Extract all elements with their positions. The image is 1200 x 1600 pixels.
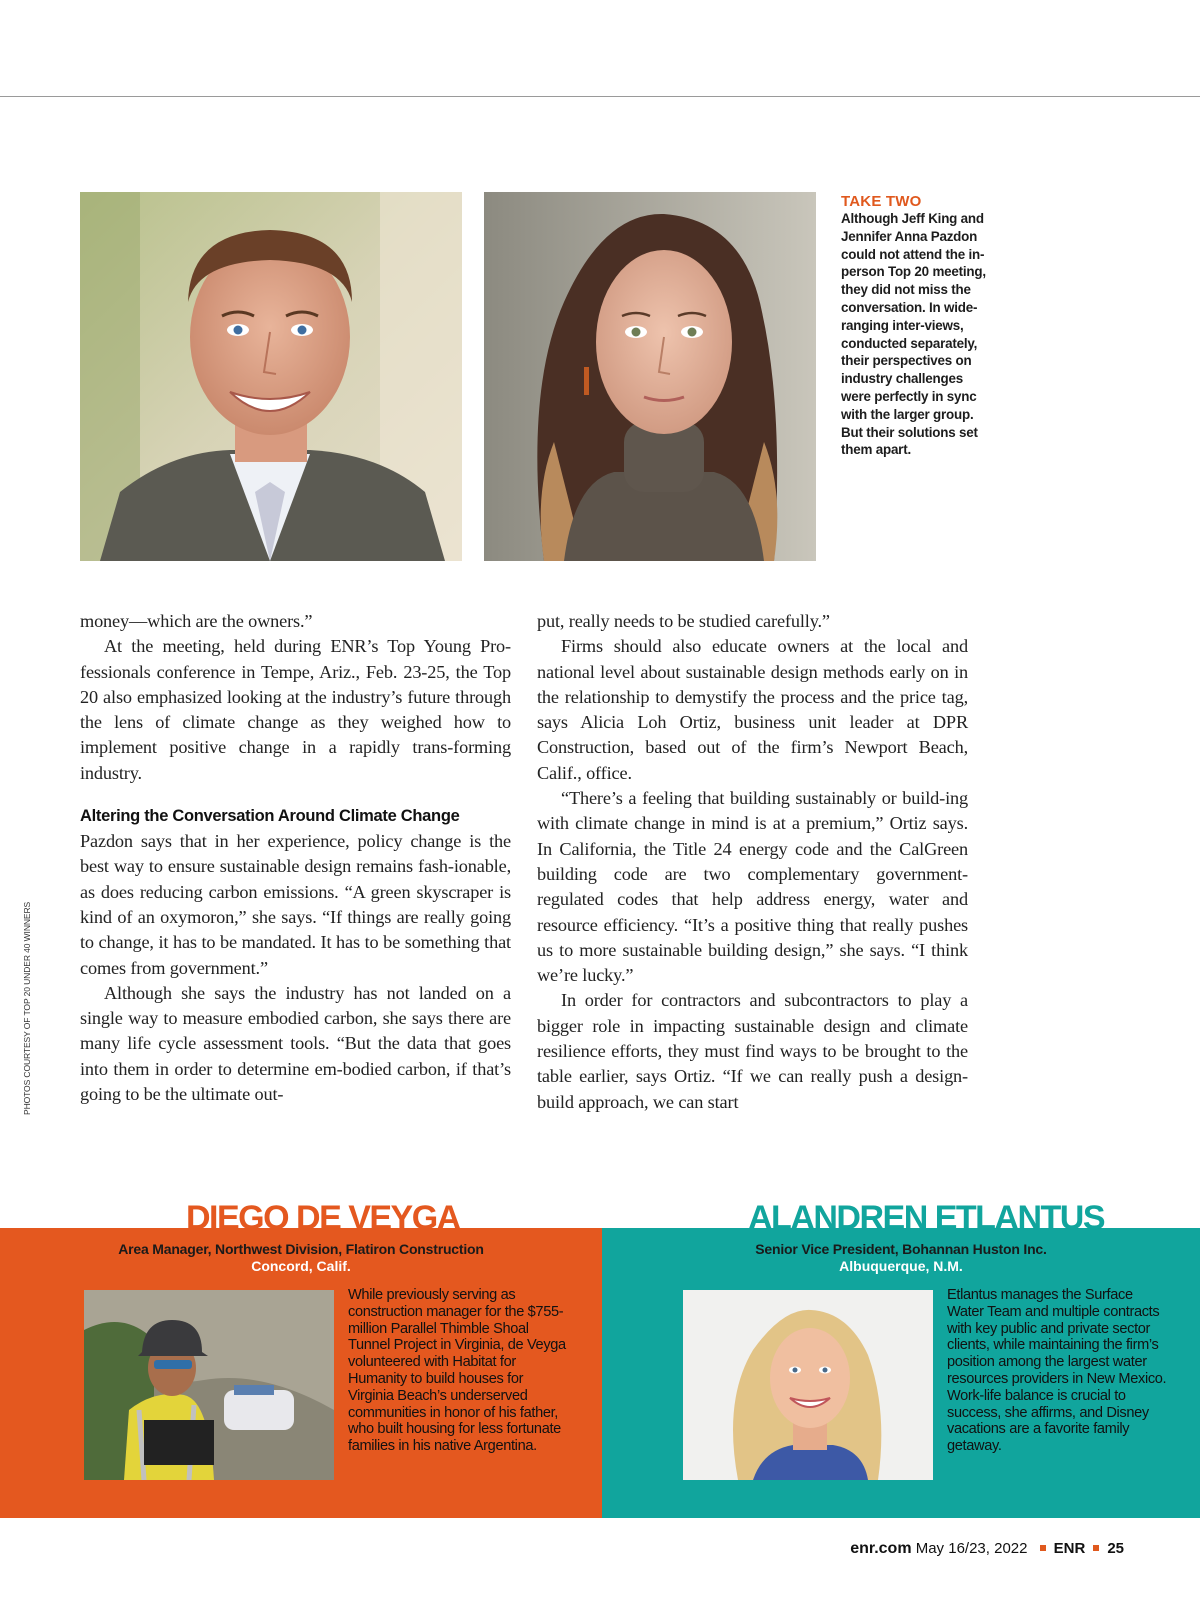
profile-location: Albuquerque, N.M.: [839, 1258, 963, 1274]
profile-name: ALANDREN ETLANTUS: [748, 1199, 1105, 1237]
footer-site: enr.com: [850, 1540, 912, 1557]
profile-name: DIEGO DE VEYGA: [186, 1199, 460, 1237]
photo-alandren-etlantus: [683, 1290, 933, 1480]
profile-bio: While previously serving as construction manager for the $755-million Parallel Thimble Shoal Tunnel Project in Virginia, de Veyga volunteered with Habitat for Humanity to build houses for Virginia Beach’s underserved communities in honor of his father, who built housing for less fortunate families in his native Argentina.: [348, 1287, 566, 1455]
separator-square-icon: [1040, 1545, 1046, 1551]
page-footer: [850, 1540, 1124, 1558]
paragraph: Pazdon says that in her experience, policy change is the best way to ensure sustainable design remains fash-ionable, as does reducing carbon emissions. “A green skyscraper is kind of an oxymoron,” she says. “If things are really going to change, it has to be mandated. It has to be something that comes from government.”: [80, 831, 511, 978]
section-heading: Altering the Conversation Around Climate Change: [80, 807, 460, 826]
paragraph: In order for contractors and subcontractors to play a bigger role in impacting sustainable design and climate resilience efforts, they must find ways to be brought to the table earlier, says Ortiz. “If we can really push a design-build approach, we can start: [537, 990, 968, 1112]
paragraph: At the meeting, held during ENR’s Top Young Pro-fessionals conference in Tempe, Ariz., Feb. 23-25, the Top 20 also emphasized looking at the industry’s future through the lens of climate change as they weighed how to implement positive change in a rapidly trans-forming industry.: [80, 636, 511, 783]
photo-credit: PHOTOS COURTESY OF TOP 20 UNDER 40 WINNERS: [22, 901, 32, 1115]
footer-brand: ENR: [1053, 1540, 1086, 1557]
paragraph: “There’s a feeling that building sustainably or build-ing with climate change in mind is at a premium,” Ortiz says. In California, the Title 24 energy code and the CalGreen building code are two complementary government-regulated codes that help address energy, water and resource efficiency. “It’s a positive thing that really pushes us to more sustainable building design,” she says. “I think we’re lucky.”: [537, 788, 968, 986]
caption-body: Although Jeff King and Jennifer Anna Pazdon could not attend the in-person Top 20 meeting, they did not miss the conversation. In wide-ranging inter-views, conducted separately, their perspectives on industry challenges were perfectly in sync with the larger group. But their solutions set them apart.: [841, 211, 986, 458]
photo-caption: [841, 193, 991, 459]
paragraph: put, really needs to be studied carefully.”: [537, 611, 830, 631]
profile-role: Senior Vice President, Bohannan Huston Inc.: [755, 1241, 1047, 1257]
caption-kicker: TAKE TWO: [841, 193, 922, 210]
separator-square-icon: [1093, 1545, 1099, 1551]
article-column-right: [537, 609, 968, 1115]
photo-jeff-king: [80, 192, 462, 561]
page-number: 25: [1107, 1540, 1124, 1557]
article-column-left: [80, 609, 511, 1107]
footer-date: May 16/23, 2022: [915, 1540, 1028, 1557]
paragraph: money—which are the owners.”: [80, 611, 313, 631]
profile-location: Concord, Calif.: [251, 1258, 351, 1274]
top-rule: [0, 96, 1200, 97]
photo-jennifer-pazdon: [484, 192, 816, 561]
profile-role: Area Manager, Northwest Division, Flatiron Construction: [118, 1241, 484, 1257]
paragraph: Although she says the industry has not landed on a single way to measure embodied carbon, she says there are many life cycle assessment tools. “But the data that goes into them in order to determine em-bodied carbon, if that’s going to be the ultimate out-: [80, 982, 511, 1105]
photo-diego-de-veyga: [84, 1290, 334, 1480]
paragraph: Firms should also educate owners at the local and national level about sustainable design methods early on in the relationship to demystify the process and the price tag, says Alicia Loh Ortiz, business unit leader at DPR Construction, based out of the firm’s Newport Beach, Calif., office.: [537, 636, 968, 783]
profile-bio: Etlantus manages the Surface Water Team and multiple contracts with key public and private sector clients, while maintaining the firm’s position among the largest water resources providers in New Mexico. Work-life balance is crucial to success, she affirms, and Disney vacations are a favorite family getaway.: [947, 1287, 1167, 1455]
